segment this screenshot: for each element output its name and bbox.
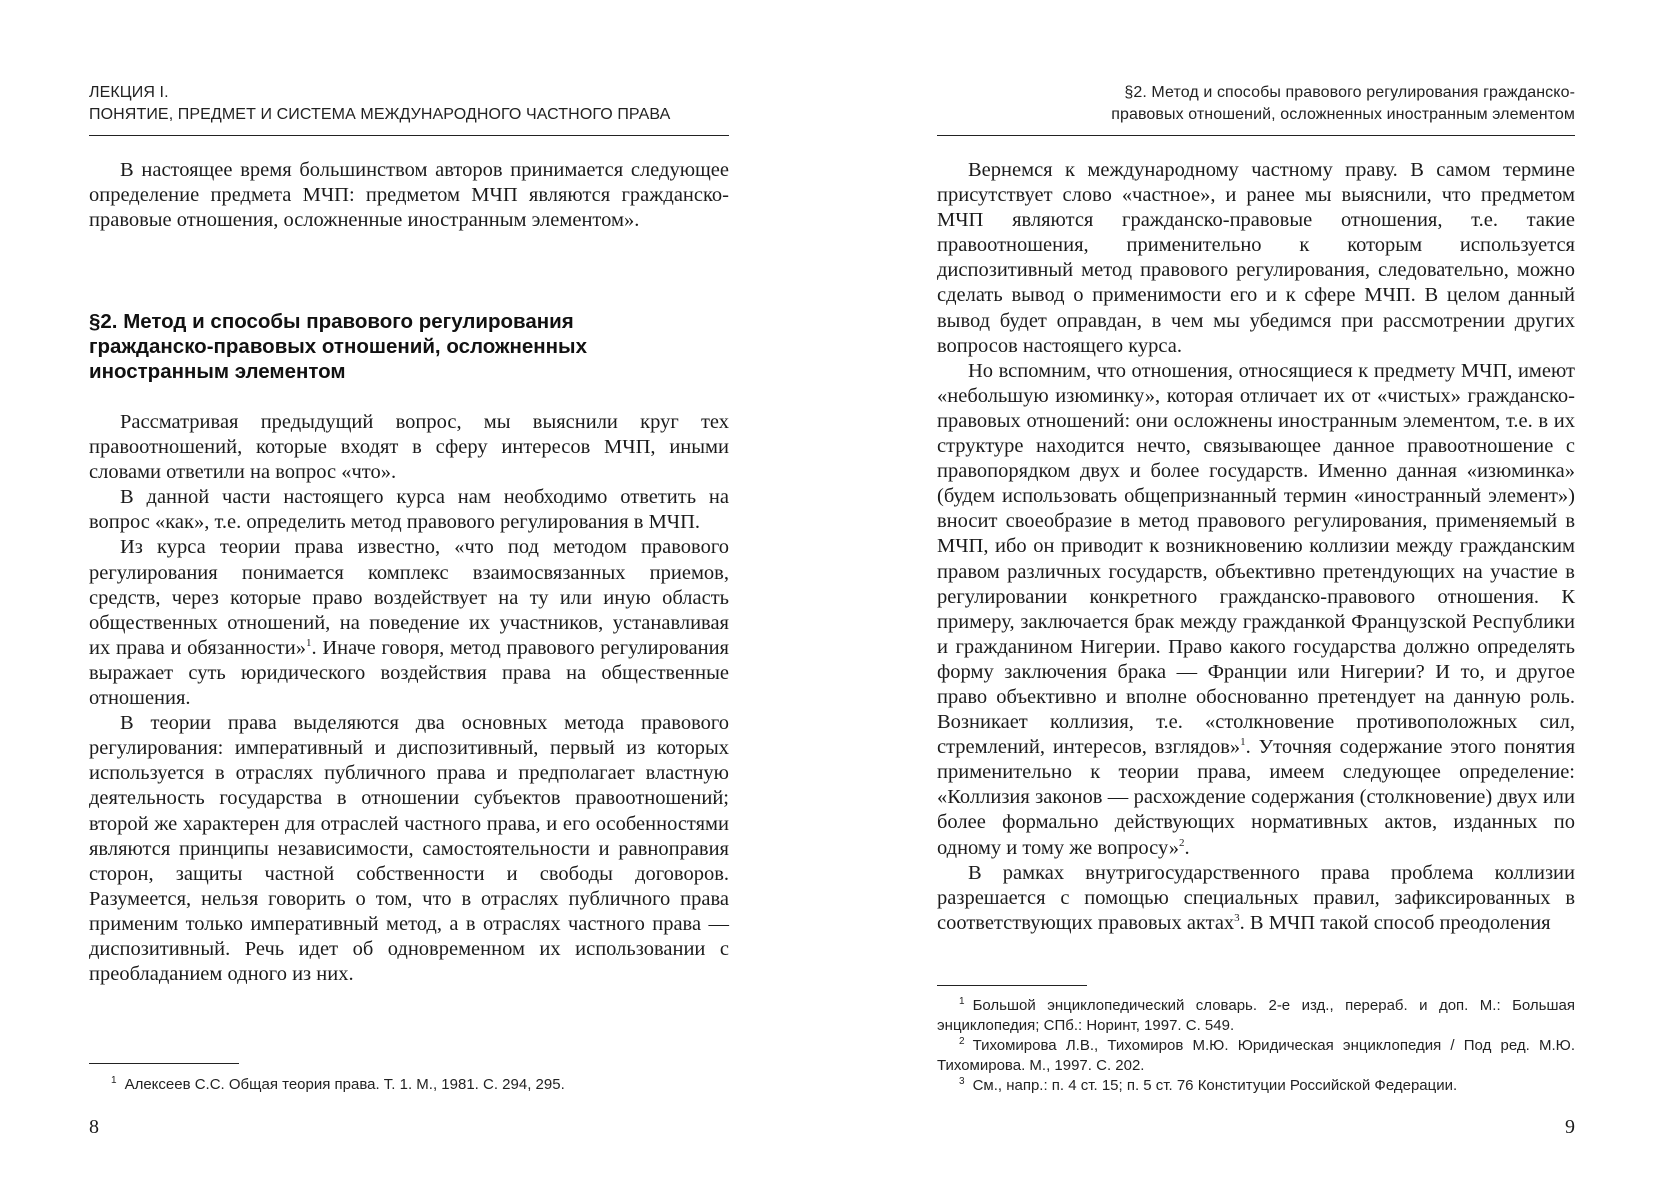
text-run: Но вспомним, что отношения, относящиеся к предмету МЧП, имеют «небольшую изюминку», которая отличает их от «чистых» гражданско-правовых отношений: они осложнены иностранным элементом, т.е. в их структуре находится нечто, связывающее данное правоотношение с правопорядком двух и более государств. Именно данная «изюминка» (будем использовать общепризнанный термин «иностранный элемент») вносит своеобразие в метод правового регулирования, применяемый в МЧП, ибо он приводит к возникновению коллизии между гражданским правом различных государств, объективно претендующих на участие в регулировании конкретного гражданско-правового отношения. К примеру, заключается брак между гражданкой Французской Республики и гражданином Нигерии. Право какого государства должно определять форму заключения брака — Франции или Нигерии? И то, и другое право объективно и вполне обоснованно претендует на данную роль. Возникает коллизия, т.е. «столкновение противоположных сил, стремлений, интересов, взглядов» — [937, 359, 1575, 759]
page-number: 9 — [1565, 1116, 1575, 1138]
section-heading: §2. Метод и способы правового регулирования гражданско-правовых отношений, осложненных иностранным элементом — [89, 310, 587, 383]
footnote — [937, 996, 1575, 1036]
paragraph: В данной части настоящего курса нам необходимо ответить на вопрос «как», т.е. определить метод правового регулирования в МЧП. — [89, 486, 729, 534]
paragraph: В теории права выделяются два основных метода правового регулирования: императивный и диспозитивный, первый из которых используется в отраслях публичного права и предполагает властную деятельность государства в отношении субъектов правоотношений; второй же характерен для отраслей частного права, и его особенностями являются принципы независимости, самостоятельности и равноправия сторон, защиты частной собственности и свободы договоров. Разумеется, нельзя говорить о том, что в отраслях публичного права применим только императивный метод, а в отраслях частного права — диспозитивный. Речь идет об одновременном их использовании с преобладанием одного из них. — [89, 712, 729, 986]
paragraph — [937, 359, 1575, 861]
main-text — [937, 158, 1575, 936]
header-line: ЛЕКЦИЯ I. — [89, 84, 169, 101]
header-divider — [937, 135, 1575, 136]
header-line: §2. Метод и способы правового регулирования гражданско- — [1124, 84, 1575, 101]
text-run: . — [1184, 836, 1190, 859]
footnote-text: Алексеев С.С. Общая теория права. Т. 1. М., 1981. С. 294, 295. — [124, 1076, 565, 1093]
left-page — [89, 0, 729, 1199]
footnote-number: 2 — [959, 1036, 965, 1047]
footnote-text: Тихомирова Л.В., Тихомиров М.Ю. Юридическая энциклопедия / Под ред. М.Ю. Тихомирова. М., 1997. С. 202. — [937, 1037, 1575, 1074]
intro-text — [89, 158, 729, 233]
header-divider — [89, 135, 729, 136]
right-page — [937, 0, 1575, 1199]
footnote-number: 3 — [959, 1076, 965, 1087]
header-line: ПОНЯТИЕ, ПРЕДМЕТ И СИСТЕМА МЕЖДУНАРОДНОГО ЧАСТНОГО ПРАВА — [89, 106, 671, 123]
running-header — [89, 82, 729, 126]
text-run: Из курса теории права известно, «что под методом правового регулирования понимается комплекс взаимосвязанных приемов, средств, через которые право воздействует на ту или иную область общественных отношений, на поведение их участников, устанавливая их права и обязанности» — [89, 536, 729, 659]
text-run: . Иначе говоря, метод правового регулирования выражает суть юридического воздействия права на общественные отношения. — [89, 636, 729, 710]
main-text — [89, 410, 729, 987]
paragraph — [937, 861, 1575, 936]
footnote-reference: 1 — [305, 637, 312, 650]
paragraph: Вернемся к международному частному праву. В самом термине присутствует слово «частное», и ранее мы выяснили, что предметом МЧП являются гражданско-правовые отношения, т.е. такие правоотношения, применительно к которым используется диспозитивный метод правового регулирования, следовательно, можно сделать вывод о применимости его и к сфере МЧП. В целом данный вывод будет оправдан, в чем мы убедимся при рассмотрении других вопросов настоящего курса. — [937, 159, 1575, 357]
paragraph: Рассматривая предыдущий вопрос, мы выяснили круг тех правоотношений, которые входят в сферу интересов МЧП, иными словами ответили на вопрос «что». — [89, 411, 729, 484]
footnote — [937, 1036, 1575, 1076]
paragraph: В настоящее время большинством авторов принимается следующее определение предмета МЧП: предметом МЧП являются гражданско-правовые отношения, осложненные иностранным элементом». — [89, 159, 729, 232]
footnote — [89, 1075, 729, 1095]
footnote — [937, 1076, 1575, 1096]
footnote-reference: 2 — [1179, 836, 1185, 849]
text-run: . Уточняя содержание этого понятия применительно к теории права, имеем следующее определение: «Коллизия законов — расхождение содержания (столкновение) двух или более формально действующих нормативных актов, изданных по одному и тому же вопросу» — [937, 736, 1576, 859]
footnote-reference: 1 — [1240, 736, 1246, 749]
footnote-number: 1 — [111, 1075, 117, 1086]
footnote-reference: 3 — [1234, 911, 1240, 924]
footnotes — [89, 1075, 729, 1095]
page-number: 8 — [89, 1116, 99, 1138]
footnote-number: 1 — [959, 996, 965, 1007]
footnote-divider — [89, 1063, 239, 1064]
text-run: . В МЧП такой способ преодоления — [1239, 911, 1551, 934]
footnotes — [937, 996, 1575, 1096]
footnote-text: Большой энциклопедический словарь. 2-е изд., перераб. и доп. М.: Большая энциклопедия; СПб.: Норинт, 1997. С. 549. — [937, 997, 1575, 1034]
paragraph — [89, 535, 729, 711]
footnote-divider — [937, 985, 1087, 986]
running-header — [937, 82, 1575, 126]
footnote-text: См., напр.: п. 4 ст. 15; п. 5 ст. 76 Конституции Российской Федерации. — [972, 1077, 1458, 1094]
header-line: правовых отношений, осложненных иностранным элементом — [1111, 106, 1575, 123]
text-run: В рамках внутригосударственного права проблема коллизии разрешается с помощью специальных правил, зафиксированных в соответствующих правовых актах — [937, 861, 1575, 934]
